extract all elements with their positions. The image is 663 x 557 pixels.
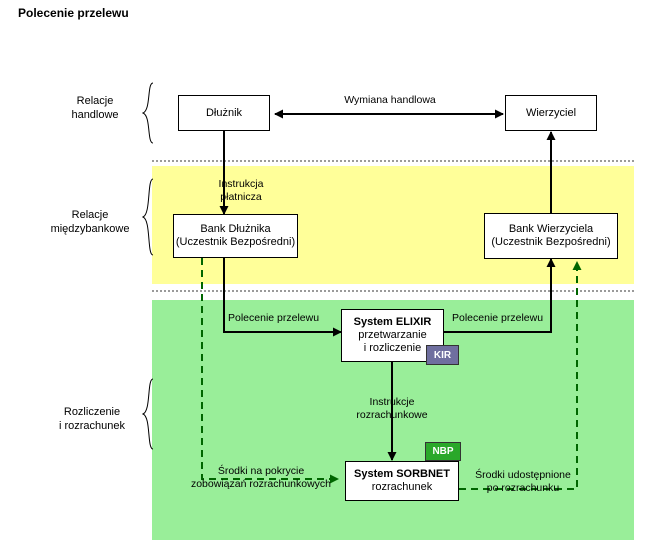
- node-dluznik[interactable]: Dłużnik: [178, 95, 270, 131]
- tag-nbp: NBP: [425, 442, 461, 461]
- label-instrukcje-rozrachunkowe: Instrukcje rozrachunkowe: [356, 396, 428, 421]
- brace-relacje-handlowe: [142, 82, 154, 144]
- label-instrukcja-platnicza: Instrukcja płatnicza: [218, 178, 264, 203]
- divider-top: [152, 160, 634, 162]
- label-polecenie-przelewu-right: Polecenie przelewu: [452, 312, 544, 324]
- label-polecenie-przelewu-left: Polecenie przelewu: [228, 312, 320, 324]
- label-srodki-udostepnione: Środki udostępnione po rozrachunku: [475, 469, 571, 494]
- row-label-rozliczenie: Rozliczenie i rozrachunek: [58, 406, 126, 432]
- row-label-relacje-handlowe: Relacje handlowe: [71, 95, 119, 121]
- label-srodki-na-pokrycie: Środki na pokrycie zobowiązań rozrachunkowych: [190, 465, 332, 490]
- label-wymiana-handlowa: Wymiana handlowa: [344, 94, 436, 106]
- brace-relacje-miedzybankowe: [142, 178, 154, 256]
- node-system-elixir[interactable]: System ELIXIR przetwarzanie i rozliczenie: [341, 309, 444, 362]
- node-bank-wierzyciela[interactable]: Bank Wierzyciela (Uczestnik Bezpośredni): [484, 213, 618, 259]
- divider-middle: [152, 290, 634, 292]
- brace-rozliczenie: [142, 378, 154, 450]
- tag-kir: KIR: [426, 345, 459, 365]
- node-wierzyciel[interactable]: Wierzyciel: [505, 95, 597, 131]
- node-bank-dluznika[interactable]: Bank Dłużnika (Uczestnik Bezpośredni): [173, 214, 298, 258]
- page-title: Polecenie przelewu: [18, 6, 129, 20]
- row-label-relacje-miedzybankowe: Relacje międzybankowe: [50, 209, 130, 235]
- node-system-sorbnet[interactable]: System SORBNET rozrachunek: [345, 461, 459, 501]
